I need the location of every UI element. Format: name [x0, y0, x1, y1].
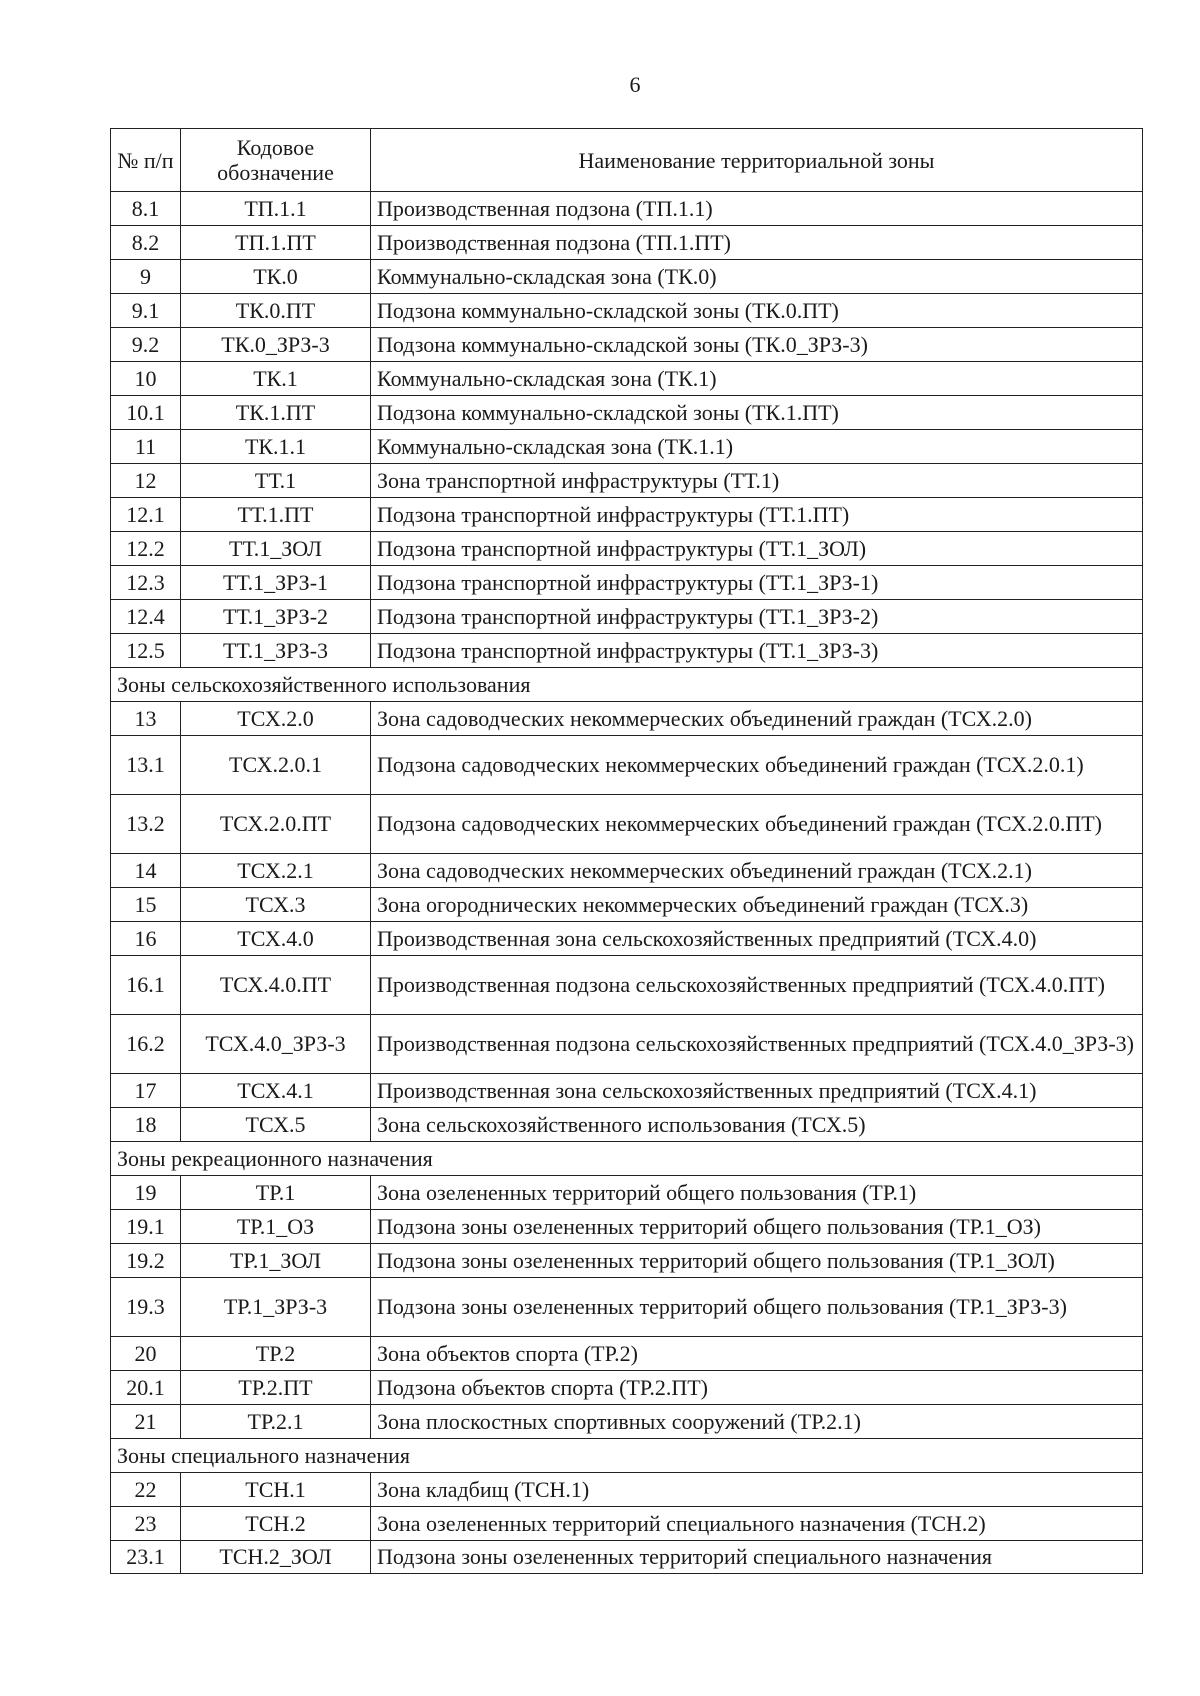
zone-code: ТСН.2_ЗОЛ: [181, 1541, 371, 1574]
row-number: 9.1: [111, 294, 181, 328]
zone-code: ТТ.1: [181, 464, 371, 498]
table-row: [111, 362, 1143, 396]
header-row: [111, 129, 1143, 192]
row-number: 17: [111, 1074, 181, 1108]
table-row: [111, 464, 1143, 498]
table-row: [111, 1244, 1143, 1278]
table-row: [111, 1371, 1143, 1405]
header-number: № п/п: [111, 129, 181, 192]
row-number: 20: [111, 1337, 181, 1371]
zone-name: Зона объектов спорта (ТР.2): [371, 1337, 1143, 1371]
table-row: [111, 192, 1143, 226]
zone-code: ТТ.1_ЗОЛ: [181, 532, 371, 566]
zone-code: ТК.0: [181, 260, 371, 294]
section-label: Зоны сельскохозяйственного использования: [111, 668, 1143, 702]
zone-code: ТСН.1: [181, 1473, 371, 1507]
table-row: [111, 396, 1143, 430]
zone-code: ТСХ.2.1: [181, 854, 371, 888]
row-number: 19.2: [111, 1244, 181, 1278]
zone-name: Подзона зоны озелененных территорий общего пользования (ТР.1_ЗОЛ): [371, 1244, 1143, 1278]
table-row: [111, 498, 1143, 532]
table-row: [111, 1074, 1143, 1108]
zone-code: ТР.1: [181, 1176, 371, 1210]
row-number: 21: [111, 1405, 181, 1439]
table-row: [111, 260, 1143, 294]
zone-code: ТСН.2: [181, 1507, 371, 1541]
table-header: [111, 129, 1143, 192]
zone-code: ТР.1_ОЗ: [181, 1210, 371, 1244]
zone-name: Подзона зоны озелененных территорий специального назначения: [371, 1541, 1143, 1574]
zone-code: ТТ.1.ПТ: [181, 498, 371, 532]
table-row: [111, 1278, 1143, 1337]
zone-code: ТР.2: [181, 1337, 371, 1371]
zone-name: Подзона садоводческих некоммерческих объединений граждан (ТСХ.2.0.1): [371, 736, 1143, 795]
zone-code: ТР.1_ЗОЛ: [181, 1244, 371, 1278]
row-number: 12.5: [111, 634, 181, 668]
header-zone-name: Наименование территориальной зоны: [371, 129, 1143, 192]
zone-code: ТСХ.5: [181, 1108, 371, 1142]
zone-name: Подзона коммунально-складской зоны (ТК.1.ПТ): [371, 396, 1143, 430]
zone-code: ТСХ.2.0: [181, 702, 371, 736]
row-number: 18: [111, 1108, 181, 1142]
table-row: [111, 294, 1143, 328]
header-code: Кодовое обозначение: [181, 129, 371, 192]
row-number: 19.1: [111, 1210, 181, 1244]
row-number: 15: [111, 888, 181, 922]
zone-code: ТК.1: [181, 362, 371, 396]
zone-name: Зона садоводческих некоммерческих объединений граждан (ТСХ.2.0): [371, 702, 1143, 736]
table-row: [111, 634, 1143, 668]
zone-name: Производственная зона сельскохозяйственных предприятий (ТСХ.4.0): [371, 922, 1143, 956]
table-row: [111, 1507, 1143, 1541]
zone-code: ТР.2.1: [181, 1405, 371, 1439]
section-row: [111, 1439, 1143, 1473]
row-number: 16.2: [111, 1015, 181, 1074]
section-label: Зоны рекреационного назначения: [111, 1142, 1143, 1176]
table-row: [111, 1405, 1143, 1439]
zone-code: ТТ.1_ЗРЗ-1: [181, 566, 371, 600]
zone-name: Производственная подзона (ТП.1.ПТ): [371, 226, 1143, 260]
row-number: 9: [111, 260, 181, 294]
row-number: 12.1: [111, 498, 181, 532]
zone-code: ТК.0.ПТ: [181, 294, 371, 328]
zone-name: Коммунально-складская зона (ТК.0): [371, 260, 1143, 294]
zone-name: Коммунально-складская зона (ТК.1): [371, 362, 1143, 396]
table-row: [111, 702, 1143, 736]
zone-name: Зона садоводческих некоммерческих объединений граждан (ТСХ.2.1): [371, 854, 1143, 888]
zone-name: Зона озелененных территорий общего пользования (ТР.1): [371, 1176, 1143, 1210]
territorial-zones-table: [110, 128, 1143, 1574]
table-row: [111, 1015, 1143, 1074]
table-row: [111, 566, 1143, 600]
row-number: 10: [111, 362, 181, 396]
zone-name: Подзона зоны озелененных территорий общего пользования (ТР.1_ЗРЗ-3): [371, 1278, 1143, 1337]
table-row: [111, 1473, 1143, 1507]
zone-code: ТР.1_ЗРЗ-3: [181, 1278, 371, 1337]
section-label: Зоны специального назначения: [111, 1439, 1143, 1473]
row-number: 19: [111, 1176, 181, 1210]
row-number: 8.1: [111, 192, 181, 226]
zone-name: Подзона коммунально-складской зоны (ТК.0_ЗРЗ-3): [371, 328, 1143, 362]
zone-name: Производственная зона сельскохозяйственных предприятий (ТСХ.4.1): [371, 1074, 1143, 1108]
zone-name: Зона плоскостных спортивных сооружений (ТР.2.1): [371, 1405, 1143, 1439]
table-row: [111, 430, 1143, 464]
zone-code: ТК.1.1: [181, 430, 371, 464]
zone-name: Подзона транспортной инфраструктуры (ТТ.1_ЗОЛ): [371, 532, 1143, 566]
row-number: 12: [111, 464, 181, 498]
zone-code: ТСХ.3: [181, 888, 371, 922]
table-row: [111, 1176, 1143, 1210]
zone-code: ТР.2.ПТ: [181, 1371, 371, 1405]
table-row: [111, 1108, 1143, 1142]
zone-code: ТТ.1_ЗРЗ-2: [181, 600, 371, 634]
row-number: 8.2: [111, 226, 181, 260]
row-number: 9.2: [111, 328, 181, 362]
zone-name: Подзона транспортной инфраструктуры (ТТ.1_ЗРЗ-1): [371, 566, 1143, 600]
zone-name: Подзона транспортной инфраструктуры (ТТ.1_ЗРЗ-3): [371, 634, 1143, 668]
zone-code: ТП.1.1: [181, 192, 371, 226]
zone-code: ТСХ.2.0.1: [181, 736, 371, 795]
page-number: 6: [629, 72, 641, 97]
zone-name: Производственная подзона сельскохозяйственных предприятий (ТСХ.4.0_ЗРЗ-3): [371, 1015, 1143, 1074]
zone-name: Зона озелененных территорий специального назначения (ТСН.2): [371, 1507, 1143, 1541]
zone-name: Подзона садоводческих некоммерческих объединений граждан (ТСХ.2.0.ПТ): [371, 795, 1143, 854]
zone-code: ТК.0_ЗРЗ-3: [181, 328, 371, 362]
row-number: 11: [111, 430, 181, 464]
zone-code: ТК.1.ПТ: [181, 396, 371, 430]
table-row: [111, 600, 1143, 634]
zone-name: Зона кладбищ (ТСН.1): [371, 1473, 1143, 1507]
zone-name: Зона транспортной инфраструктуры (ТТ.1): [371, 464, 1143, 498]
zone-code: ТТ.1_ЗРЗ-3: [181, 634, 371, 668]
table-row: [111, 956, 1143, 1015]
row-number: 10.1: [111, 396, 181, 430]
table-row: [111, 1541, 1143, 1574]
row-number: 16: [111, 922, 181, 956]
row-number: 14: [111, 854, 181, 888]
zone-code: ТСХ.2.0.ПТ: [181, 795, 371, 854]
table-row: [111, 226, 1143, 260]
table-row: [111, 1210, 1143, 1244]
table-body: [111, 192, 1143, 1574]
zone-name: Подзона объектов спорта (ТР.2.ПТ): [371, 1371, 1143, 1405]
table-row: [111, 532, 1143, 566]
section-row: [111, 668, 1143, 702]
row-number: 12.4: [111, 600, 181, 634]
row-number: 23.1: [111, 1541, 181, 1574]
zone-name: Подзона транспортной инфраструктуры (ТТ.1.ПТ): [371, 498, 1143, 532]
zone-code: ТСХ.4.0_ЗРЗ-3: [181, 1015, 371, 1074]
table-row: [111, 854, 1143, 888]
row-number: 16.1: [111, 956, 181, 1015]
zone-name: Производственная подзона (ТП.1.1): [371, 192, 1143, 226]
table-row: [111, 795, 1143, 854]
zone-name: Зона огороднических некоммерческих объединений граждан (ТСХ.3): [371, 888, 1143, 922]
table-row: [111, 328, 1143, 362]
row-number: 12.3: [111, 566, 181, 600]
row-number: 13: [111, 702, 181, 736]
zone-code: ТП.1.ПТ: [181, 226, 371, 260]
section-row: [111, 1142, 1143, 1176]
table-row: [111, 922, 1143, 956]
row-number: 23: [111, 1507, 181, 1541]
zone-code: ТСХ.4.1: [181, 1074, 371, 1108]
zone-name: Подзона коммунально-складской зоны (ТК.0.ПТ): [371, 294, 1143, 328]
row-number: 13.1: [111, 736, 181, 795]
zone-name: Зона сельскохозяйственного использования (ТСХ.5): [371, 1108, 1143, 1142]
row-number: 22: [111, 1473, 181, 1507]
zone-code: ТСХ.4.0.ПТ: [181, 956, 371, 1015]
table-row: [111, 736, 1143, 795]
zone-name: Подзона зоны озелененных территорий общего пользования (ТР.1_ОЗ): [371, 1210, 1143, 1244]
zone-name: Подзона транспортной инфраструктуры (ТТ.1_ЗРЗ-2): [371, 600, 1143, 634]
table-row: [111, 1337, 1143, 1371]
zone-name: Производственная подзона сельскохозяйственных предприятий (ТСХ.4.0.ПТ): [371, 956, 1143, 1015]
zone-code: ТСХ.4.0: [181, 922, 371, 956]
row-number: 12.2: [111, 532, 181, 566]
row-number: 20.1: [111, 1371, 181, 1405]
zone-name: Коммунально-складская зона (ТК.1.1): [371, 430, 1143, 464]
table-row: [111, 888, 1143, 922]
row-number: 13.2: [111, 795, 181, 854]
row-number: 19.3: [111, 1278, 181, 1337]
